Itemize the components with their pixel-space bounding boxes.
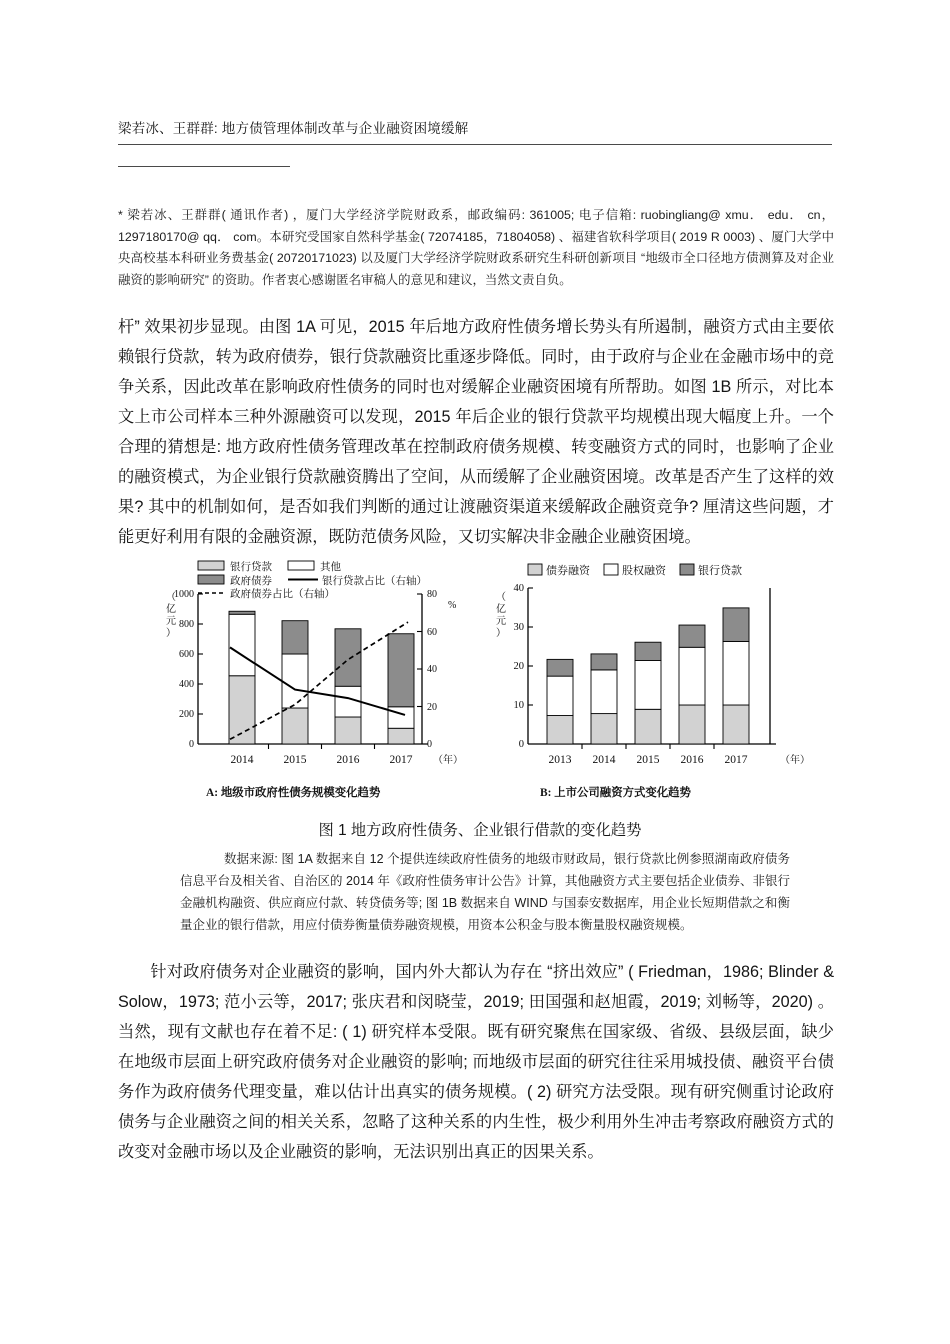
legend-label-gov-bond-share: 政府债券占比（右轴） [230, 589, 335, 600]
chart-a-ytick-600: 600 [179, 649, 194, 660]
chart-b-x-ticks [549, 744, 811, 766]
legend-label-gov-bond: 政府债券 [230, 576, 272, 587]
chart-b [470, 556, 810, 789]
legend-swatch-bank-loan-b [680, 564, 694, 575]
chart-b-bar-2016 [679, 625, 705, 744]
chart-b-bar-2013 [547, 659, 573, 744]
chart-a-ylabel-yi: 亿 [166, 604, 176, 615]
chart-a-bar-2014 [229, 611, 255, 744]
chart-a-ylabel-paren-close: ） [166, 628, 176, 639]
chart-b-bar-2014 [591, 654, 617, 744]
chart-a-ytick-200: 200 [179, 709, 194, 720]
chart-a-ytick-400: 400 [179, 679, 194, 690]
chart-b-xlabel: （年） [780, 755, 810, 766]
chart-b-xtick-2017: 2017 [724, 754, 748, 766]
figure-1 [150, 556, 810, 932]
body-paragraph-2: 针对政府债务对企业融资的影响，国内外大都认为存在 “挤出效应” ( Friedman，1986; Blinder & Solow，1973; 范小云等，2017; 张庆君和闵晓莹，2019; 田国强和赵旭霞，2019; 刘畅等，2020) 。当然，现有文献也存在着不足: ( 1) 研究样本受限。既有研究聚焦在国家级、省级、县级层面，缺少在地级市层面上研究政府债务对企业融资的影响; 而地级市层面的研究往往采用城投债、融资平台债务作为政府债务代理变量，难以估计出真实的债务规模。( 2) 研究方法受限。现有研究侧重讨论政府债务与企业融资之间的相关关系，忽略了这种关系的内生性，极少利用外生冲击考察政府融资方式的改变对金融市场以及企业融资的影响，无法识别出真正的因果关系。 [118, 963, 834, 1161]
chart-a-y2-unit: % [448, 600, 457, 611]
chart-a-svg [150, 556, 470, 784]
chart-b-xtick-2016: 2016 [680, 754, 704, 766]
chart-a-bar-2015 [282, 621, 308, 744]
figure-source-note [180, 848, 790, 936]
chart-b-ytick-10: 10 [513, 700, 524, 711]
chart-a-xtick-2014: 2014 [230, 754, 254, 766]
chart-a-ylabel-paren-open: （ [166, 592, 176, 603]
legend-swatch-bank-loan [198, 561, 224, 570]
chart-b-ylabel-paren-close: ） [496, 628, 506, 639]
chart-b-ytick-40: 40 [513, 583, 524, 594]
chart-b-legend [528, 563, 742, 577]
figure-caption: 图 1 地方政府性债务、企业银行借款的变化趋势 [318, 822, 642, 839]
legend-label-bank-loan-share: 银行贷款占比（右轴） [322, 576, 427, 587]
running-head: 梁若冰、王群群: 地方债管理体制改革与企业融资困境缓解 [118, 121, 469, 136]
chart-a-xtick-2015: 2015 [283, 754, 307, 766]
legend-label-bank-loan: 银行贷款 [230, 562, 272, 573]
footnote-text: * 梁若冰、王群群( 通讯作者) ，厦门大学经济学院财政系，邮政编码: 361005; 电子信箱: ruobingliang@ xmu． edu． cn，1297180170@ qq． com。本研究受国家自然科学基金( 72074185，71804058) 、福建省软科学项目( 2019 R 0003) 、厦门大学中央高校基本科研业务费基金( 20720171023) 以及厦门大学经济学院财政系研究生科研创新项目 “地级市全口径地方债测算及对企业融资的影响研究” 的资助。作者衷心感谢匿名审稿人的意见和建议，当然文责自负。 [118, 208, 834, 287]
legend-swatch-equity-financing [604, 564, 618, 575]
chart-a-xtick-2016: 2016 [336, 754, 360, 766]
body-paragraph-1: 杆” 效果初步显现。由图 1A 可见，2015 年后地方政府性债务增长势头有所遏制，融资方式由主要依赖银行贷款，转为政府债券，银行贷款融资比重逐步降低。同时，由于政府与企业在金融市场中的竞争关系，因此改革在影响政府性债务的同时也对缓解企业融资困境有所帮助。如图 1B 所示，对比本文上市公司样本三种外源融资可以发现，2015 年后企业的银行贷款平均规模出现大幅度上升。一个合理的猜想是: 地方政府性债务管理改革在控制政府债务规模、转变融资方式的同时，也影响了企业的融资模式，为企业银行贷款融资腾出了空间，从而缓解了企业融资困境。改革是否产生了这样的效果? 其中的机制如何，是否如我们判断的通过让渡融资渠道来缓解政企融资竞争? 厘清这些问题，才能更好利用有限的金融资源，既防范债务风险，又切实解决非金融企业融资困境。 [118, 318, 834, 546]
chart-b-bar-2017 [723, 608, 749, 744]
header-rule [118, 144, 832, 145]
chart-a-y2tick-60: 60 [427, 627, 437, 638]
figure-source-label: 数据来源: [224, 852, 278, 866]
chart-b-xtick-2015: 2015 [636, 754, 660, 766]
chart-b-ylabel-yi: 亿 [496, 604, 506, 615]
chart-a-xlabel: （年） [433, 755, 463, 766]
chart-a-ytick-800: 800 [179, 619, 194, 630]
legend-label-bond-financing: 债券融资 [546, 565, 590, 577]
legend-label-bank-loan-b: 银行贷款 [698, 565, 742, 577]
chart-b-ytick-0: 0 [518, 739, 524, 750]
chart-b-left-ticks [514, 583, 534, 750]
figure-source-text: 图 1A 数据来自 12 个提供连续政府性债务的地级市财政局，银行贷款比例参照湖南政府债务信息平台及相关省、自治区的 2014 年《政府性债务审计公告》计算，其他融资方式主要包括企业债券、非银行金融机构融资、供应商应付款、转贷债务等; 图 1B 数据来自 WIND 与国泰安数据库，用企业长短期借款之和衡量企业的银行借款，用应付债券衡量债券融资规模，用资本公积金与股本衡量股权融资规模。 [180, 852, 790, 932]
legend-swatch-other [288, 561, 314, 570]
chart-a-line-bank-loan-share [230, 647, 405, 715]
chart-a-y2tick-0: 0 [427, 739, 432, 750]
chart-a-right-ticks [417, 589, 456, 750]
legend-swatch-gov-bond [198, 575, 224, 584]
chart-a-ylabel-yuan: 元 [166, 616, 176, 627]
chart-a [150, 556, 470, 789]
charts-row [150, 556, 810, 796]
chart-b-xtick-2014: 2014 [592, 754, 616, 766]
chart-a-bar-2016 [335, 629, 361, 744]
chart-a-xtick-2017: 2017 [389, 754, 413, 766]
chart-a-y2tick-40: 40 [427, 664, 437, 675]
chart-a-line-gov-bond-share [230, 622, 408, 739]
legend-label-equity-financing: 股权融资 [622, 565, 666, 577]
chart-b-xtick-2013: 2013 [548, 754, 572, 766]
chart-b-ylabel-paren-open: （ [496, 592, 506, 603]
legend-swatch-bond-financing [528, 564, 542, 575]
footnote-rule [118, 166, 290, 167]
chart-b-ytick-30: 30 [513, 622, 524, 633]
chart-b-bar-2015 [635, 642, 661, 744]
chart-a-y2tick-80: 80 [427, 589, 437, 600]
legend-label-other: 其他 [320, 562, 341, 573]
chart-b-sub-caption: B: 上市公司融资方式变化趋势 [540, 787, 691, 799]
chart-a-y2tick-20: 20 [427, 702, 437, 713]
chart-a-legend [198, 560, 427, 600]
chart-a-ytick-1000: 1000 [174, 589, 194, 600]
chart-b-ylabel-yuan: 元 [496, 616, 506, 627]
chart-a-bar-2017 [388, 634, 414, 744]
chart-b-svg [470, 556, 810, 784]
chart-a-sub-caption: A: 地级市政府性债务规模变化趋势 [206, 787, 381, 799]
chart-a-ytick-0: 0 [189, 739, 194, 750]
chart-b-ytick-20: 20 [513, 661, 524, 672]
